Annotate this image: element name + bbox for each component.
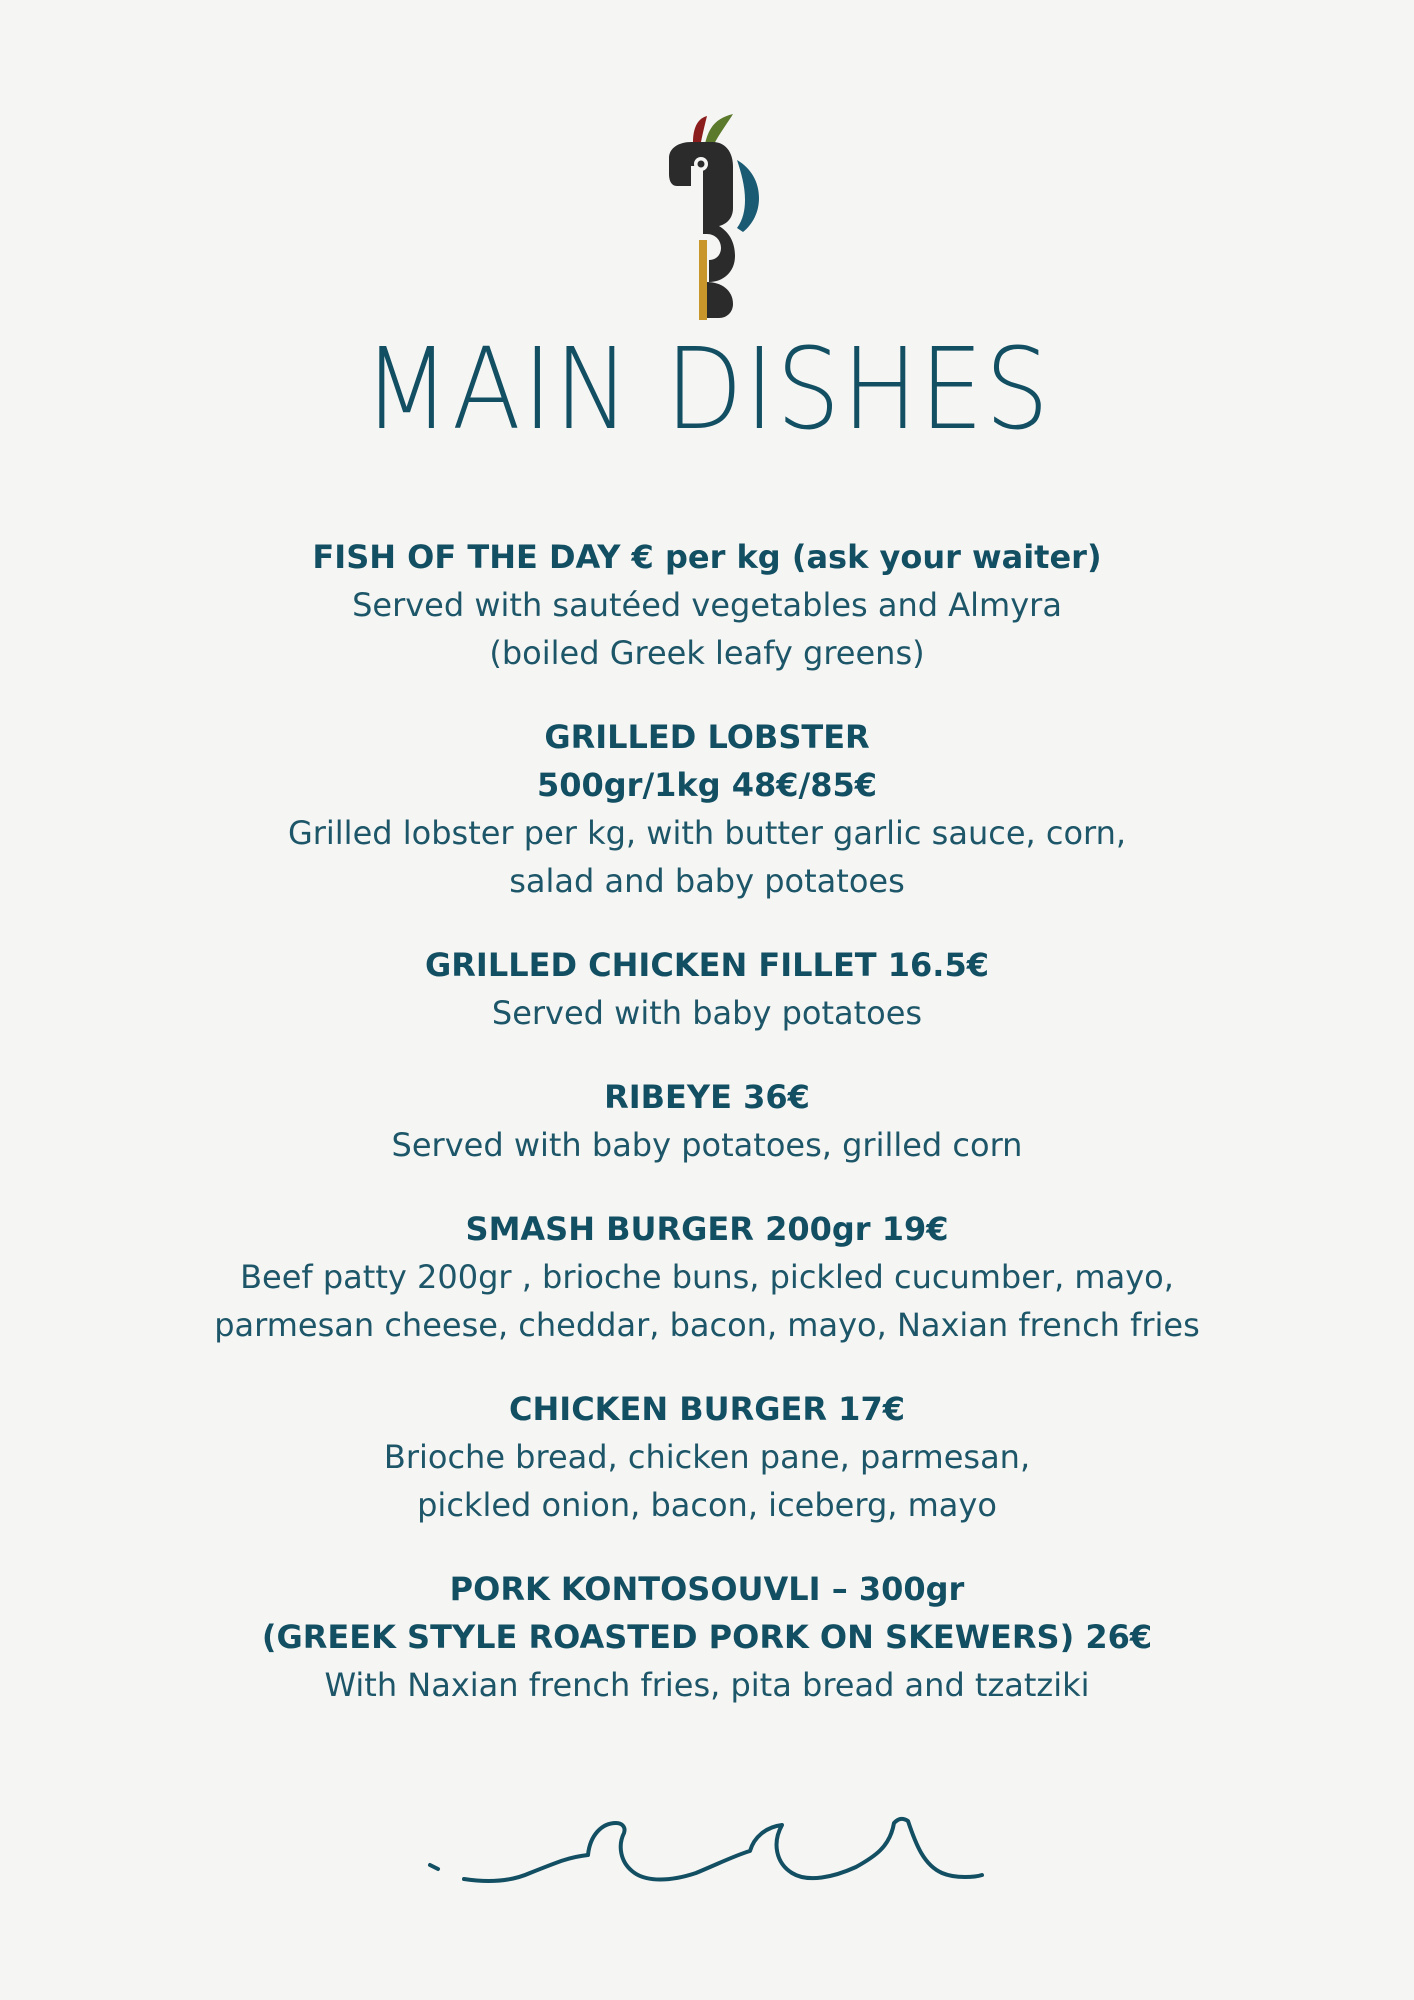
dish-name: CHICKEN BURGER 17€ [509,1390,905,1428]
dish-description: Served with baby potatoes, grilled corn [391,1126,1023,1164]
wave-ornament-icon [420,1815,990,1895]
dish-item [0,1385,1414,1529]
dish-name: RIBEYE 36€ [604,1078,810,1116]
dish-item [0,1565,1414,1709]
dish-description: Grilled lobster per kg, with butter garlic sauce, corn, salad and baby potatoes [287,814,1127,900]
dish-description: With Naxian french fries, pita bread and tzatziki [324,1666,1090,1704]
dish-item [0,713,1414,905]
dish-list [0,533,1414,1745]
dish-item [0,941,1414,1037]
dish-description: Served with baby potatoes [491,994,923,1032]
dish-description: Beef patty 200gr , brioche buns, pickled cucumber, mayo, parmesan cheese, cheddar, bacon, mayo, Naxian french fries [214,1258,1200,1344]
dish-name: GRILLED CHICKEN FILLET 16.5€ [425,946,989,984]
dish-name: GRILLED LOBSTER 500gr/1kg 48€/85€ [536,718,878,804]
page-title: MAIN DISHES [363,325,1051,455]
dish-name: SMASH BURGER 200gr 19€ [465,1210,949,1248]
dish-name: PORK KONTOSOUVLI – 300gr (GREEK STYLE ROASTED PORK ON SKEWERS) 26€ [261,1570,1153,1656]
dish-name: FISH OF THE DAY € per kg (ask your waiter) [312,538,1102,576]
dish-description: Brioche bread, chicken pane, parmesan, pickled onion, bacon, iceberg, mayo [383,1438,1031,1524]
dish-description: Served with sautéed vegetables and Almyra (boiled Greek leafy greens) [352,586,1062,672]
dish-item [0,1073,1414,1169]
parrot-logo-icon [655,110,765,320]
dish-item [0,1205,1414,1349]
dish-item [0,533,1414,677]
